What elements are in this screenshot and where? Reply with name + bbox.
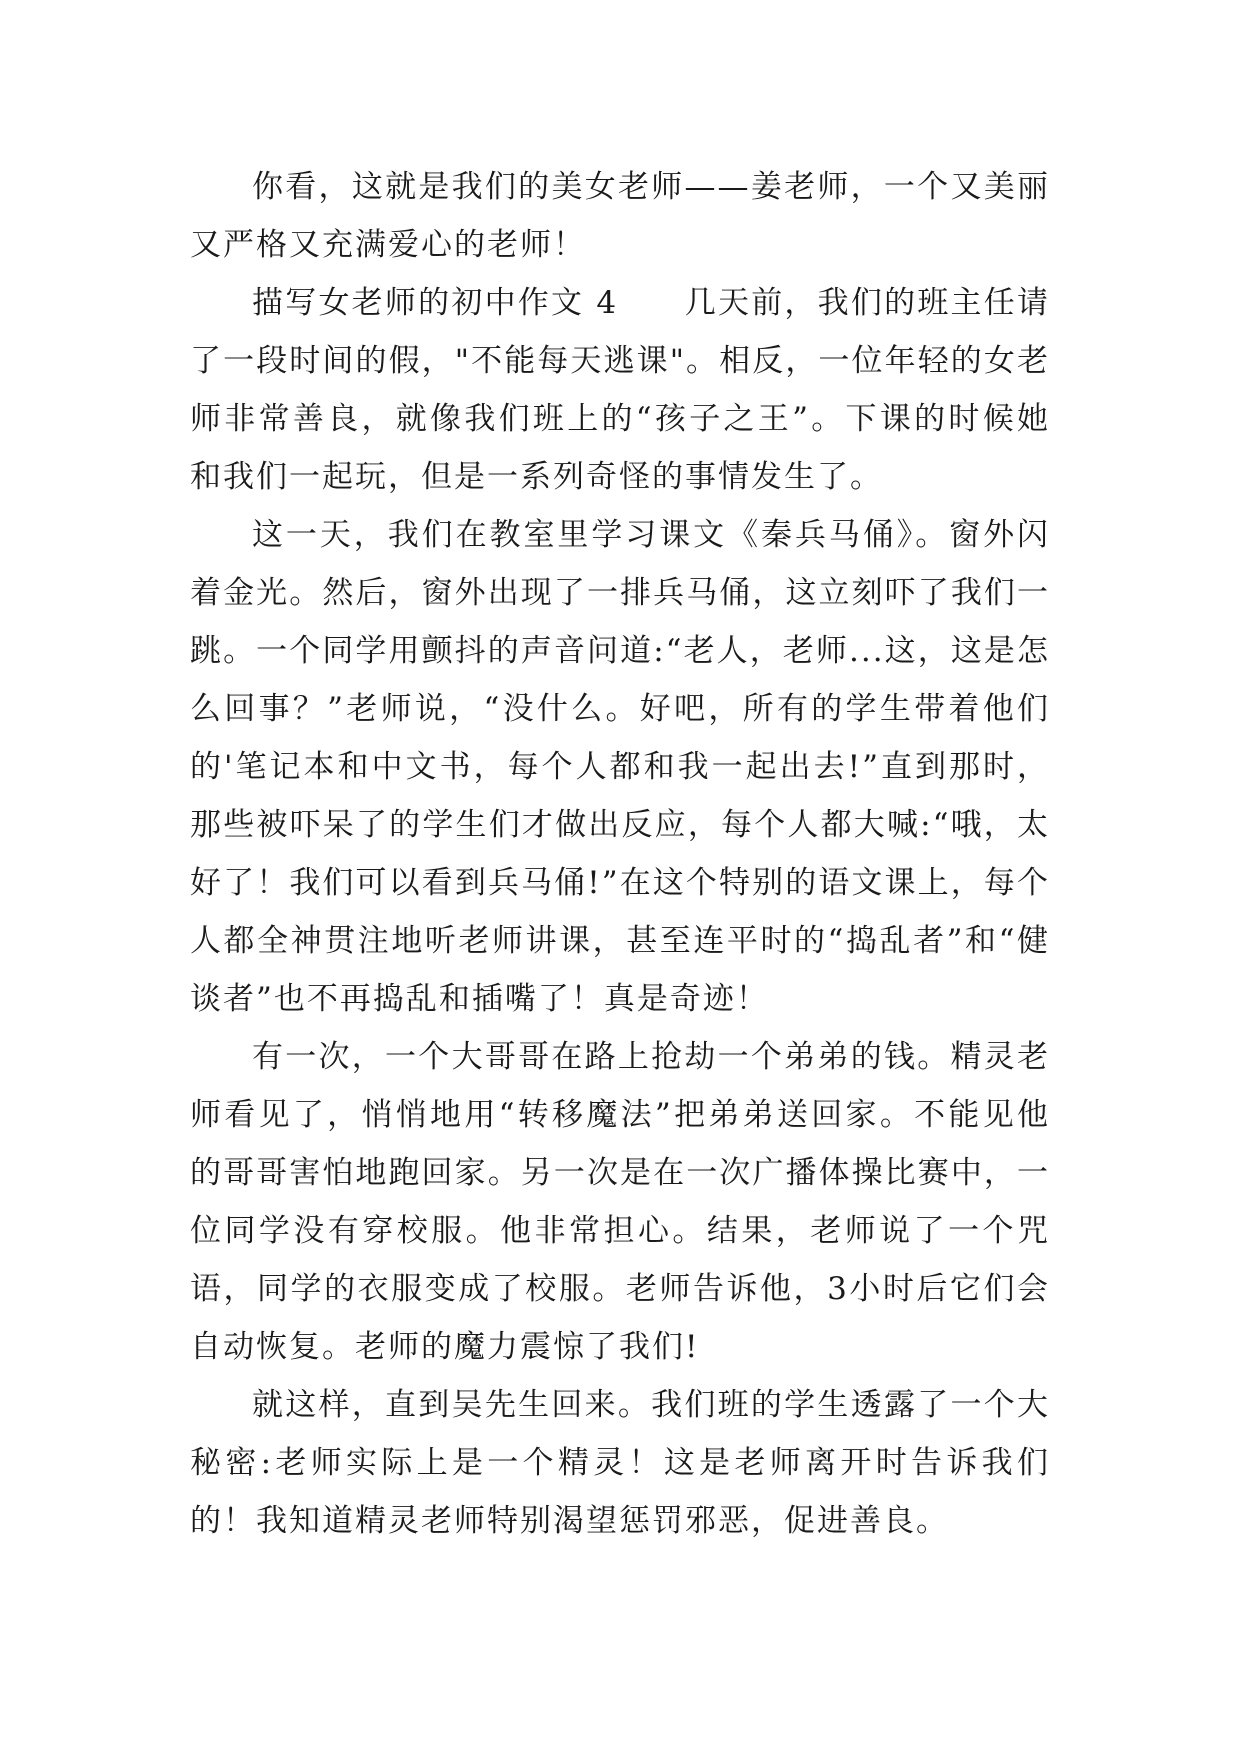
paragraph: 描写女老师的初中作文 4 几天前，我们的班主任请了一段时间的假，"不能每天逃课"。相反，一位年轻的女老师非常善良，就像我们班上的“孩子之王”。下课的时候她和我们一起玩，但是一系列奇怪的事情发生了。 — [190, 285, 1050, 495]
paragraph: 就这样，直到吴先生回来。我们班的学生透露了一个大秘密:老师实际上是一个精灵！这是老师离开时告诉我们的！我知道精灵老师特别渴望惩罚邪恶，促进善良。 — [190, 1387, 1050, 1539]
paragraph: 这一天，我们在教室里学习课文《秦兵马俑》。窗外闪着金光。然后，窗外出现了一排兵马俑，这立刻吓了我们一跳。一个同学用颤抖的声音问道:“老人，老师...这，这是怎么回事？”老师说，“没什么。好吧，所有的学生带着他们的'笔记本和中文书，每个人都和我一起出去!”直到那时，那些被吓呆了的学生们才做出反应，每个人都大喊:“哦，太好了！我们可以看到兵马俑!”在这个特别的语文课上，每个人都全神贯注地听老师讲课，甚至连平时的“捣乱者”和“健谈者”也不再捣乱和插嘴了！真是奇迹！ — [190, 517, 1050, 1017]
paragraph: 你看，这就是我们的美女老师——姜老师，一个又美丽又严格又充满爱心的老师！ — [190, 169, 1050, 263]
paragraph: 有一次，一个大哥哥在路上抢劫一个弟弟的钱。精灵老师看见了，悄悄地用“转移魔法”把弟弟送回家。不能见他的哥哥害怕地跑回家。另一次是在一次广播体操比赛中，一位同学没有穿校服。他非常担心。结果，老师说了一个咒语，同学的衣服变成了校服。老师告诉他，3小时后它们会自动恢复。老师的魔力震惊了我们! — [190, 1039, 1050, 1365]
document-body — [190, 158, 1050, 1550]
